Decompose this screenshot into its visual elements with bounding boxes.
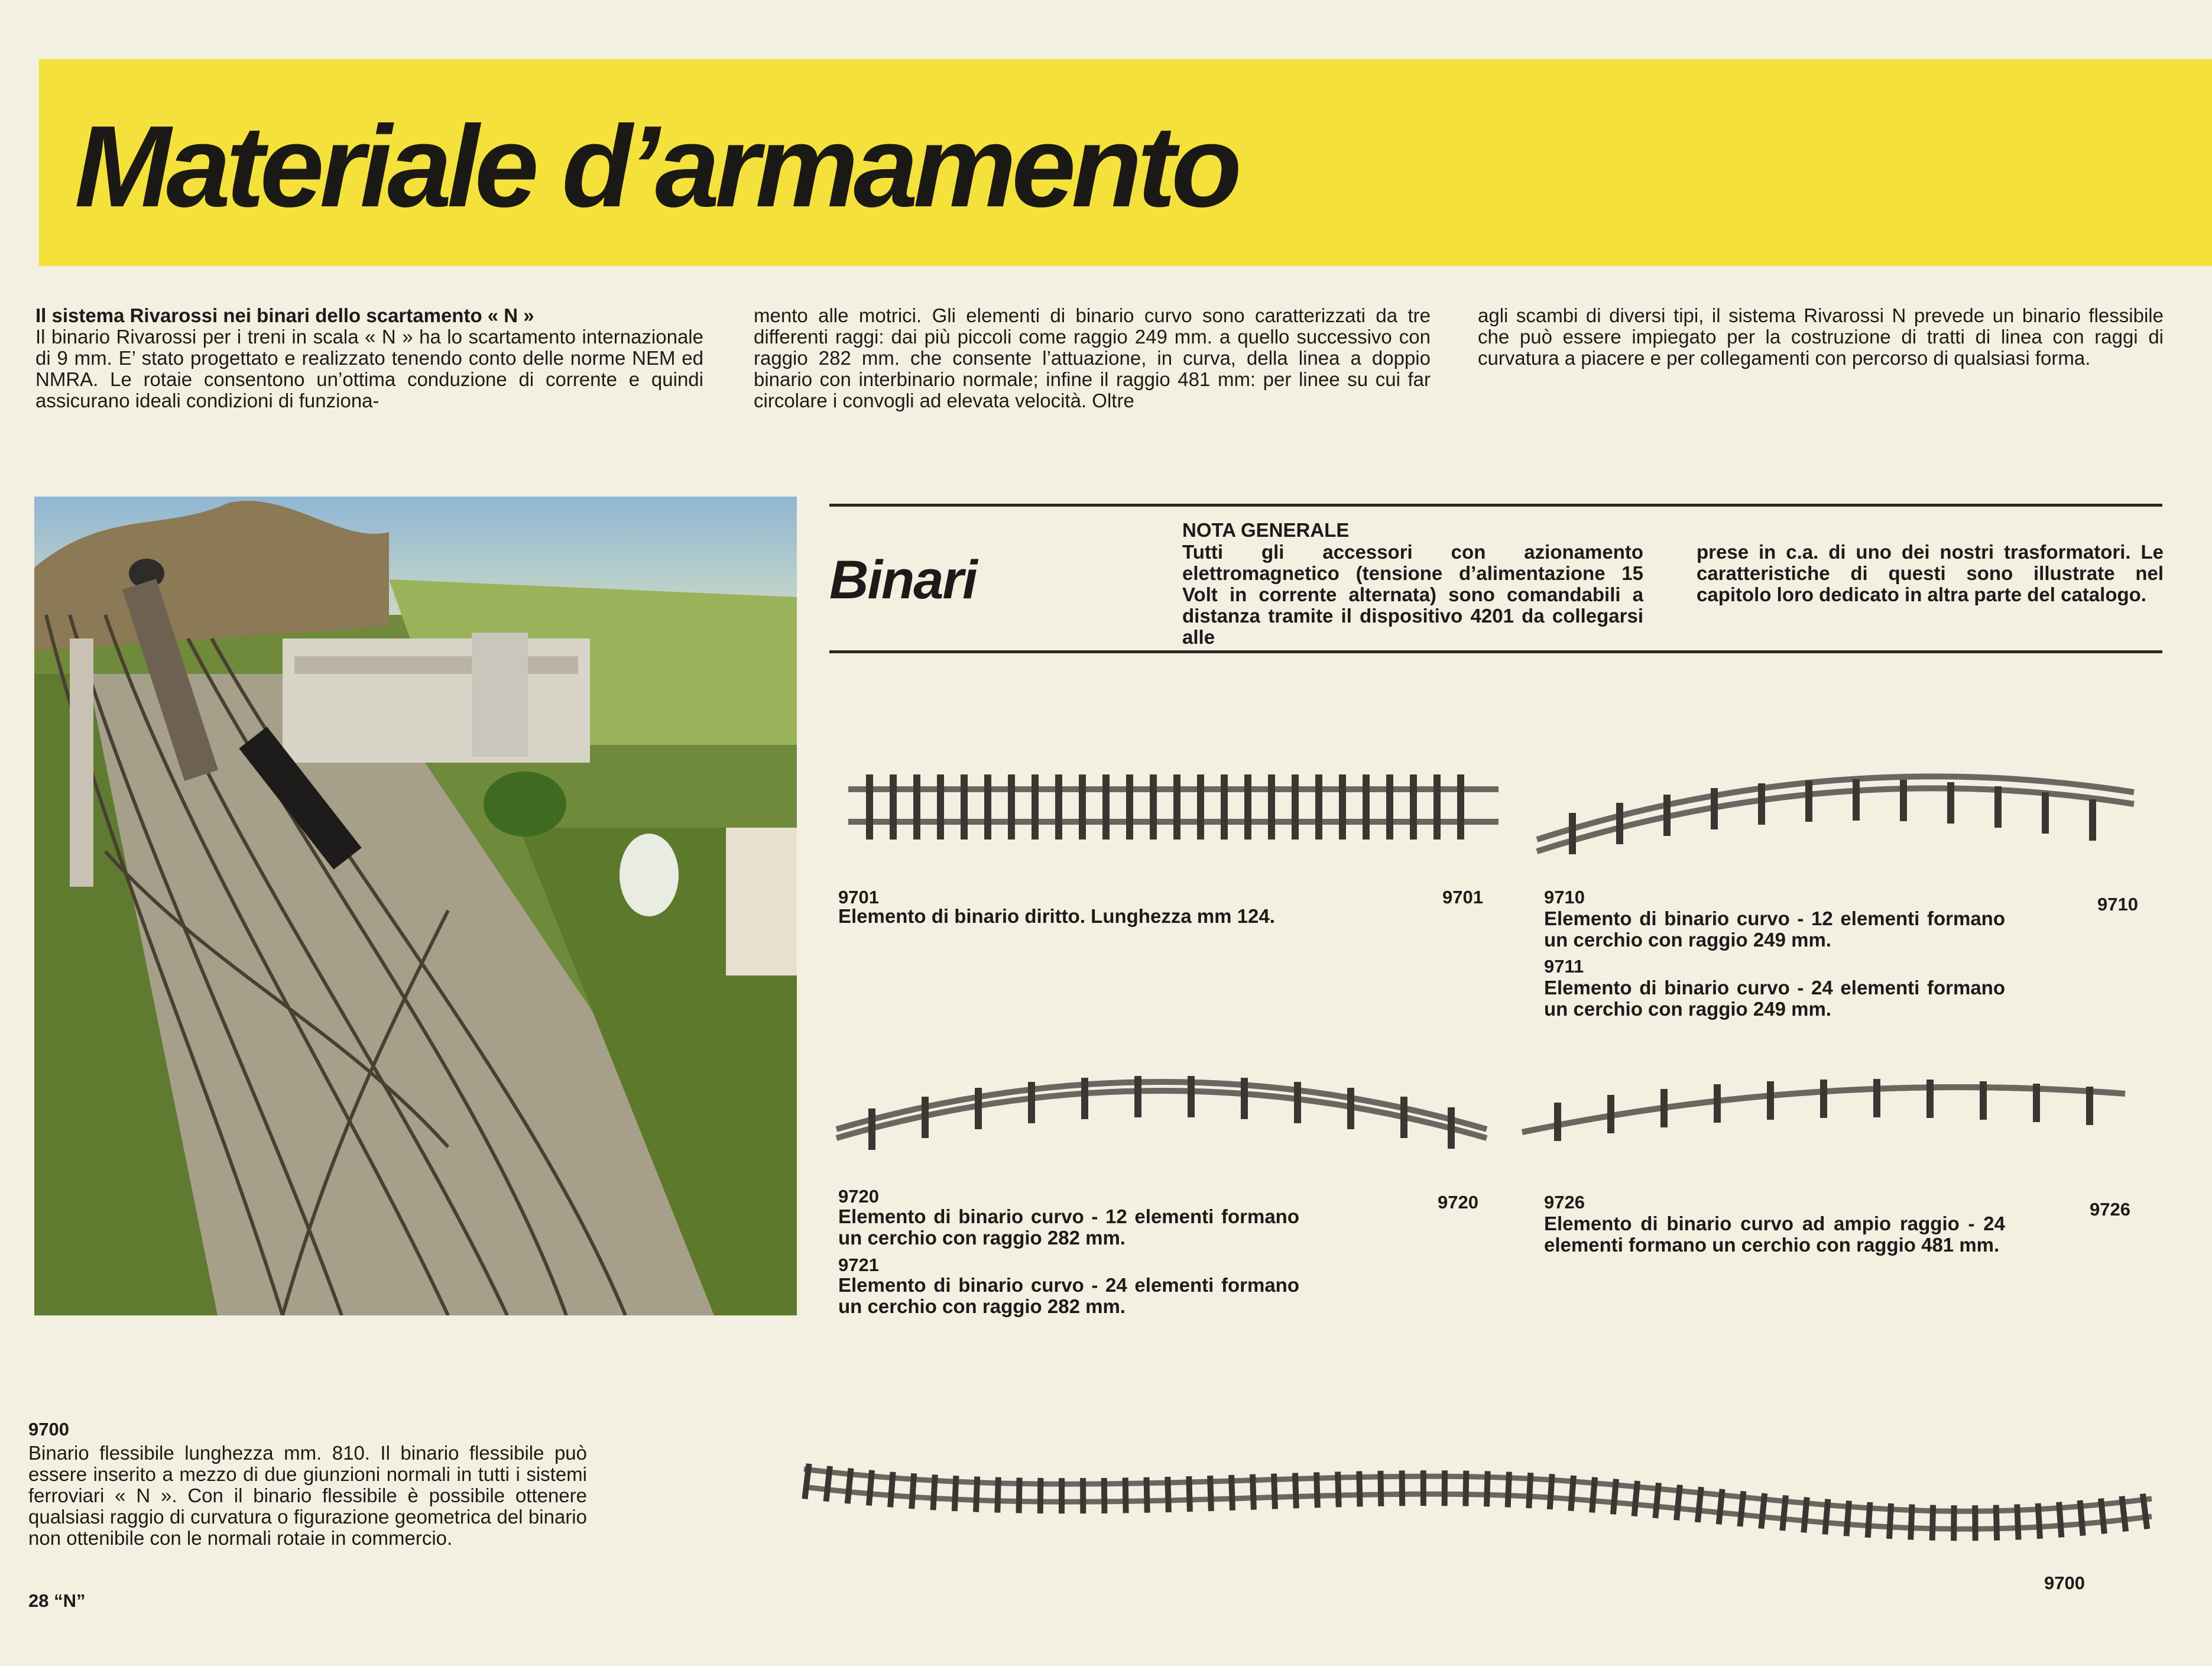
product-code-9711: 9711	[1544, 956, 1584, 977]
product-desc-9700: Binario flessibile lunghezza mm. 810. Il binario flessibile può essere inserito a mezzo di due giunzioni normali in tutti i sistemi ferroviari « N ». Con il binario flessibile è possibile ottenere qualsiasi raggio di curvatura o figurazione geometrica del binario non ottenibile con le normali rotaie in commercio.	[28, 1442, 587, 1549]
product-code-9701: 9701	[838, 887, 879, 907]
intro-column-1	[35, 305, 703, 411]
section-rule-bottom	[829, 650, 2162, 653]
intro-text-1: Il binario Rivarossi per i treni in scala « N » ha lo scartamento internazionale di 9 mm. E’ stato progettato e realizzato tenendo conto delle norme NEM ed NMRA. Le rotaie consentono un’ottima conduzione di corrente e quindi assicurano ideali condizioni di funziona-	[35, 326, 703, 411]
product-code-9726: 9726	[1544, 1192, 1585, 1213]
nota-heading: NOTA GENERALE	[1182, 519, 1350, 541]
product-desc-9721: Elemento di binario curvo - 24 elementi formano un cerchio con raggio 282 mm.	[838, 1274, 1299, 1317]
product-label-9720: 9720	[1438, 1192, 1478, 1213]
section-title: Binari	[829, 550, 977, 610]
intro-heading: Il sistema Rivarossi nei binari dello scartamento « N »	[35, 304, 534, 326]
intro-column-3: agli scambi di diversi tipi, il sistema Rivarossi N prevede un binario flessibile che può essere impiegato per la costruzione di tratti di linea con raggi di curvatura a piacere e per collegamenti con percorso di qualsiasi forma.	[1478, 304, 2164, 369]
product-desc-9720: Elemento di binario curvo - 12 elementi formano un cerchio con raggio 282 mm.	[838, 1205, 1299, 1249]
track-straight-9701	[842, 763, 1504, 848]
nota-text-2: prese in c.a. di uno dei nostri trasformatori. Le caratteristiche di questi sono illustrate nel capitolo loro dedicato in altra parte del catalogo.	[1697, 541, 2164, 605]
section-rule-top	[829, 504, 2162, 507]
product-label-9701: 9701	[1442, 887, 1483, 907]
product-desc-9711: Elemento di binario curvo - 24 elementi formano un cerchio con raggio 249 mm.	[1544, 977, 2005, 1020]
track-curve-9720	[825, 1055, 1499, 1156]
product-code-9710: 9710	[1544, 887, 1585, 907]
product-code-9721: 9721	[838, 1255, 879, 1275]
product-desc-9726: Elemento di binario curvo ad ampio raggio - 24 elementi formano un cerchio con raggio 481 mm.	[1544, 1213, 2005, 1256]
product-code-9720: 9720	[838, 1186, 879, 1207]
intro-column-2: mento alle motrici. Gli elementi di binario curvo sono caratterizzati da tre differenti raggi: dai più piccoli come raggio 249 mm. a quello successivo con raggio 282 mm. che consente l’attuazione, in curva, della linea a doppio binario con interbinario normale; infine il raggio 481 mm: per linee su cui far circolare i convogli ad elevata velocità. Oltre	[754, 304, 1431, 411]
track-curve-9726	[1510, 1058, 2137, 1147]
product-desc-9710: Elemento di binario curvo - 12 elementi formano un cerchio con raggio 249 mm.	[1544, 907, 2005, 951]
product-desc-9701: Elemento di binario diritto. Lunghezza mm 124.	[838, 905, 1275, 927]
product-label-9710: 9710	[2097, 894, 2138, 915]
track-curve-9710	[1525, 751, 2146, 860]
product-code-9700: 9700	[28, 1419, 69, 1440]
page-number: 28 “N”	[28, 1590, 86, 1611]
nota-text-1: Tutti gli accessori con azionamento elettromagnetico (tensione d’alimentazione 15 Volt in corrente alternata) sono comandabili a distanza tramite il dispositivo 4201 da collegarsi alle	[1182, 541, 1643, 648]
product-label-9700: 9700	[2044, 1573, 2085, 1593]
track-flexible-9700	[798, 1428, 2158, 1546]
title-banner	[39, 59, 2212, 266]
layout-photo	[34, 497, 797, 1315]
page-title: Materiale d’armamento	[74, 102, 1237, 231]
product-label-9726: 9726	[2090, 1199, 2130, 1220]
